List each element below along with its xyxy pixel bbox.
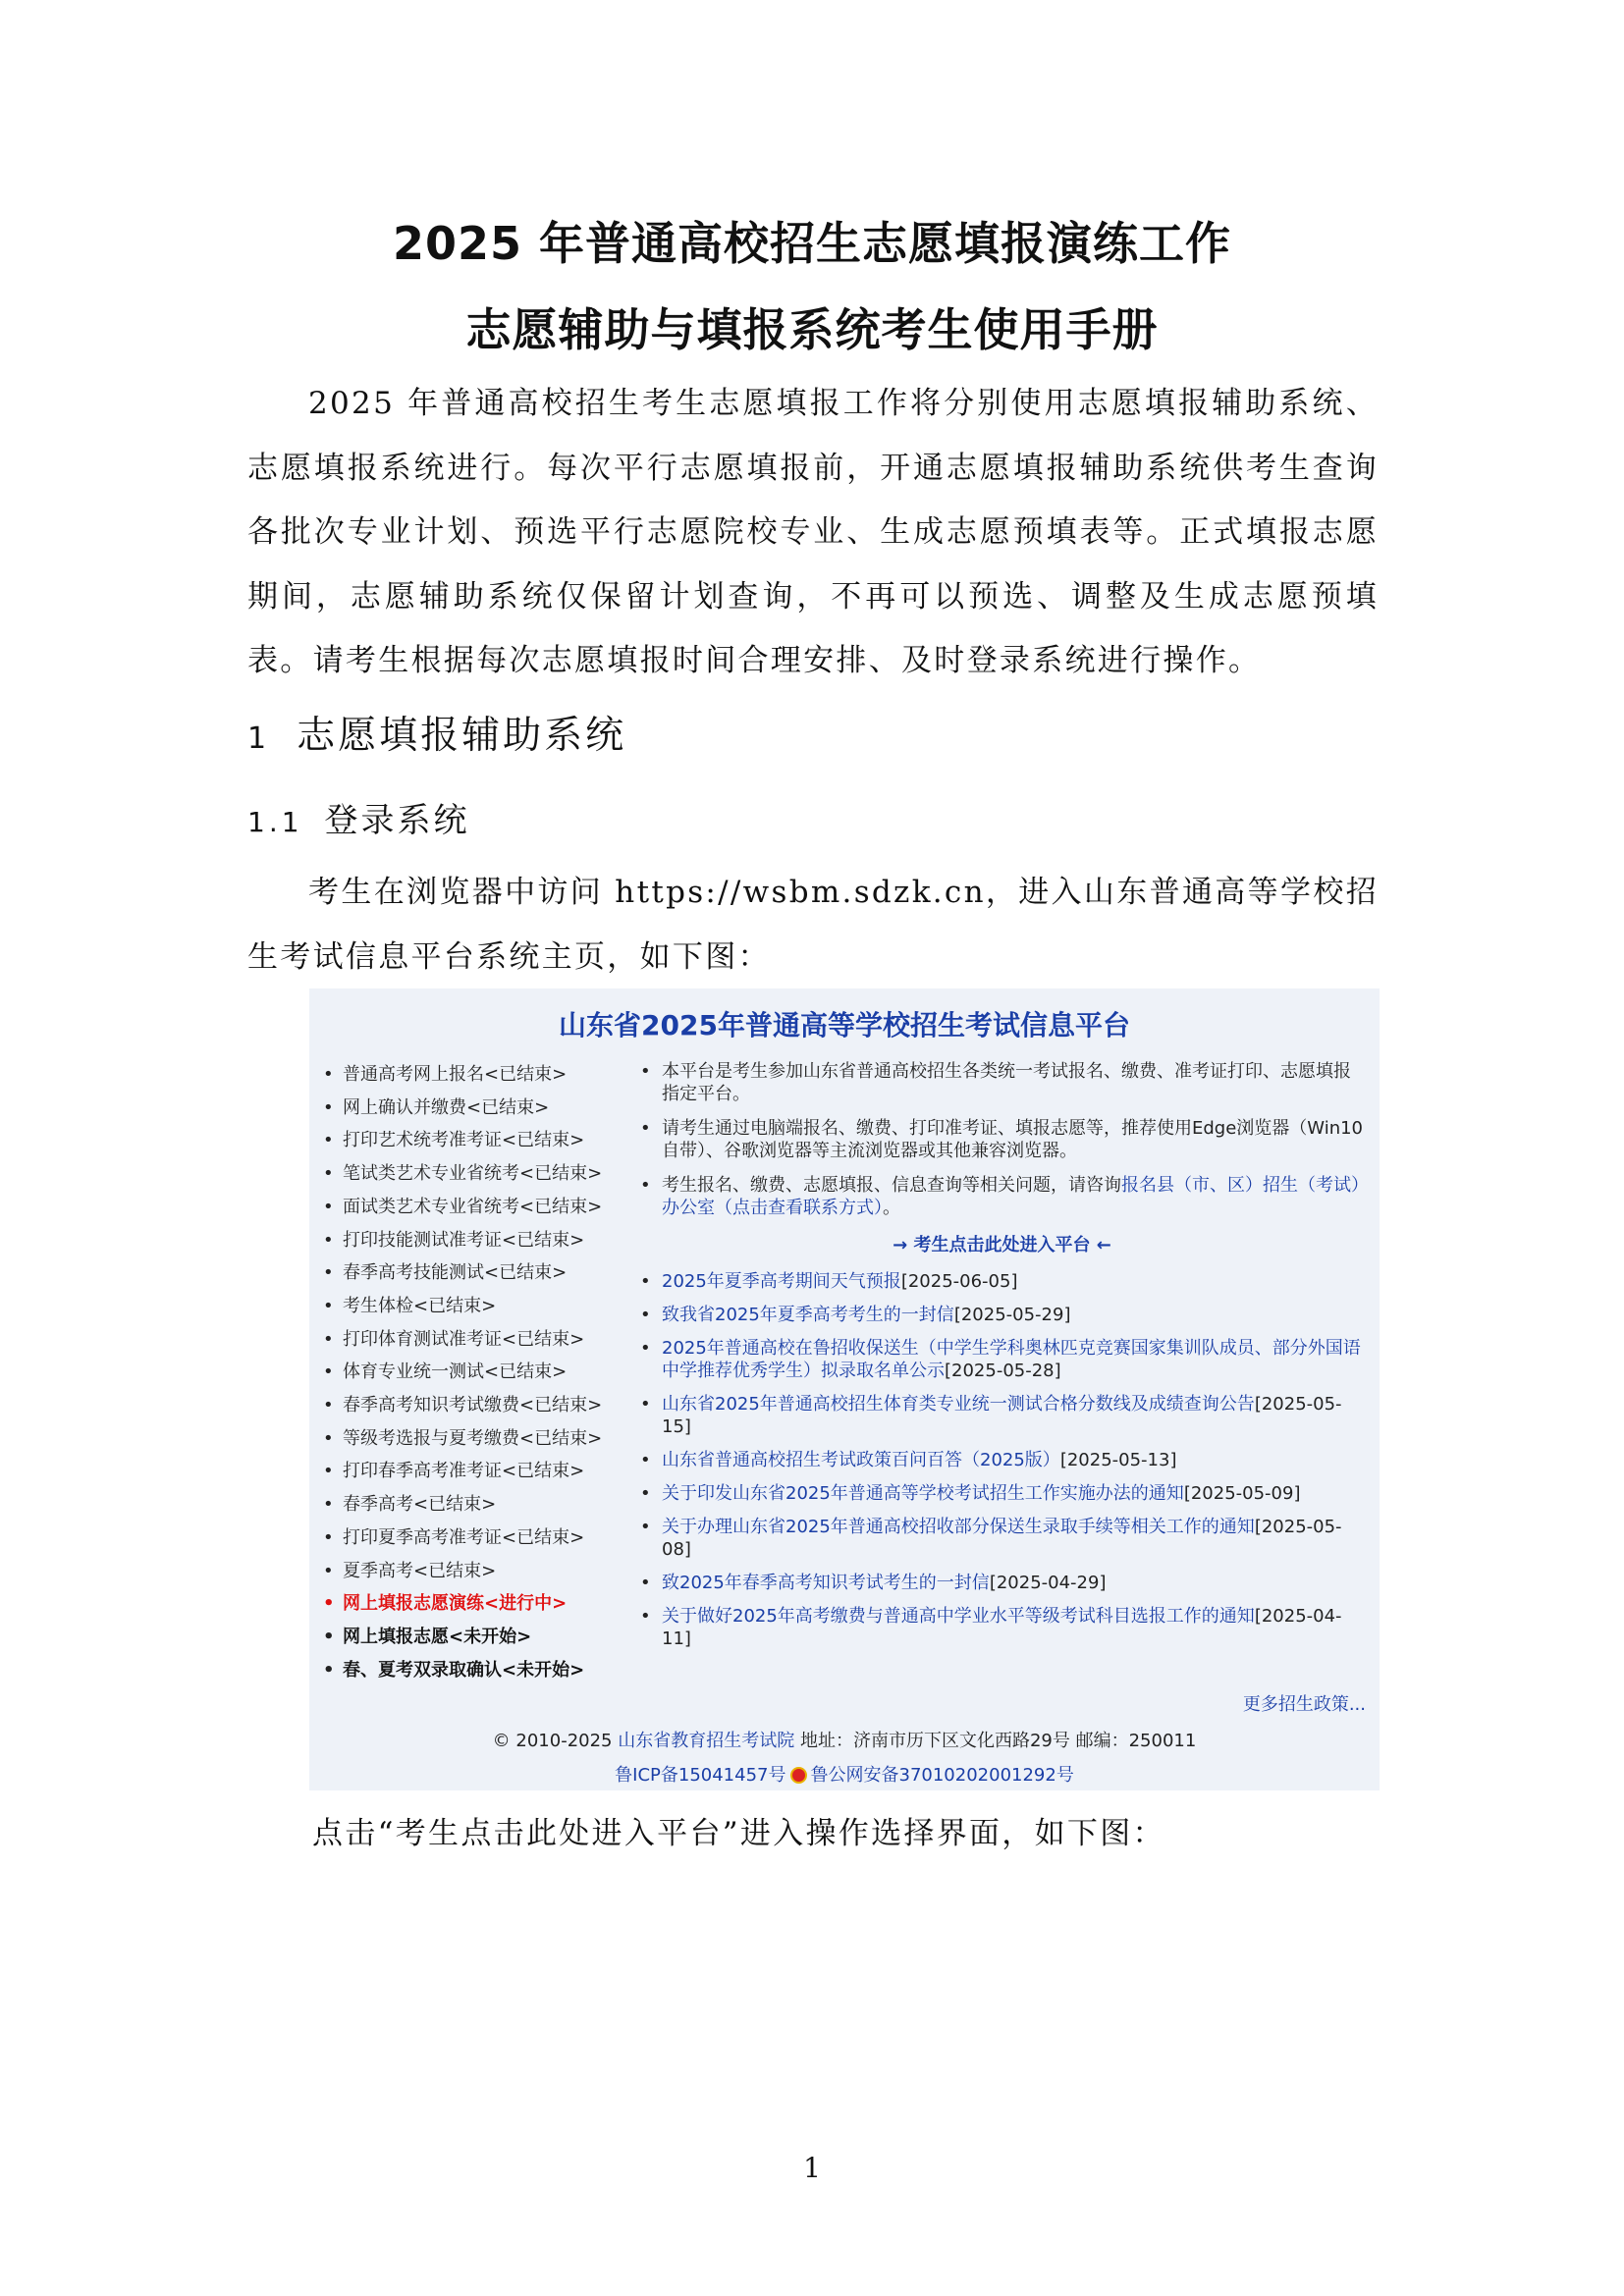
section-heading-1 (247, 705, 626, 760)
service-item[interactable]: • 春季高考<已结束> (319, 1488, 633, 1522)
document-title-line-2: 志愿辅助与填报系统考生使用手册 (465, 303, 1159, 356)
service-item[interactable]: • 打印艺术统考准考证<已结束> (319, 1124, 633, 1157)
news-date: [2025-05-13] (1059, 1450, 1177, 1470)
enter-platform-link[interactable]: → 考生点击此处进入平台 ← (893, 1235, 1111, 1255)
notice-item (636, 1174, 1368, 1219)
news-item[interactable] (636, 1449, 1368, 1471)
news-date: [2025-05-15] (662, 1394, 1342, 1437)
notice-item: • 请考生通过电脑端报名、缴费、打印准考证、填报志愿等，推荐使用Edge浏览器（Win10自带）、谷歌浏览器等主流浏览器或其他兼容浏览器。 (636, 1117, 1368, 1162)
news-item[interactable] (636, 1605, 1368, 1650)
more-policies-link[interactable]: 更多招生政策... (1242, 1694, 1366, 1715)
service-item[interactable]: • 打印春季高考准考证<已结束> (319, 1455, 633, 1488)
news-title[interactable]: 关于做好2025年高考缴费与普通高中学业水平等级考试科目选报工作的通知 (662, 1606, 1255, 1627)
news-title[interactable]: 山东省普通高校招生考试政策百问百答（2025版） (662, 1450, 1060, 1470)
news-title[interactable]: 致2025年春季高考知识考试考生的一封信 (662, 1573, 990, 1593)
service-item[interactable]: • 春季高考技能测试<已结束> (319, 1256, 633, 1290)
section-number: 1.1 (247, 806, 303, 838)
service-item[interactable]: • 考生体检<已结束> (319, 1290, 633, 1323)
notice-text: 考生报名、缴费、志愿填报、信息查询等相关问题，请咨询 (662, 1175, 1121, 1196)
service-item[interactable]: • 春季高考知识考试缴费<已结束> (319, 1389, 633, 1422)
service-item[interactable]: • 打印体育测试准考证<已结束> (319, 1323, 633, 1357)
service-item[interactable]: • 春、夏考双录取确认<未开始> (319, 1654, 633, 1687)
news-title[interactable]: 2025年普通高校在鲁招收保送生（中学生学科奥林匹克竞赛国家集训队成员、部分外国语中学推荐优秀学生）拟录取名单公示 (662, 1338, 1361, 1381)
section-heading-1-1 (247, 793, 470, 841)
access-paragraph: 考生在浏览器中访问 https://wsbm.sdzk.cn，进入山东普通高等学校招生考试信息平台系统主页，如下图： (247, 875, 1379, 975)
service-item[interactable]: • 体育专业统一测试<已结束> (319, 1356, 633, 1389)
contact-office-link[interactable]: 报名县（市、区）招生（考试）办公室（点击查看联系方式） (662, 1175, 1360, 1218)
portal-footer (309, 1727, 1380, 1752)
news-title[interactable]: 关于印发山东省2025年普通高等学校考试招生工作实施办法的通知 (662, 1483, 1184, 1504)
portal-record-line (309, 1761, 1380, 1787)
police-record-link[interactable]: 鲁公网安备37010202001292号 (810, 1765, 1074, 1786)
service-item[interactable]: • 打印技能测试准考证<已结束> (319, 1224, 633, 1257)
service-item[interactable]: • 等级考选报与夏考缴费<已结束> (319, 1422, 633, 1456)
service-item[interactable]: • 网上确认并缴费<已结束> (319, 1092, 633, 1125)
portal-screenshot (309, 988, 1380, 1790)
copyright: © 2010-2025 (492, 1731, 613, 1751)
news-date: [2025-04-11] (662, 1606, 1342, 1649)
news-item[interactable] (636, 1482, 1368, 1505)
service-item[interactable]: • 笔试类艺术专业省统考<已结束> (319, 1157, 633, 1191)
news-item[interactable] (636, 1304, 1368, 1326)
news-title[interactable]: 2025年夏季高考期间天气预报 (662, 1271, 901, 1292)
news-item[interactable] (636, 1270, 1368, 1293)
address: 地址：济南市历下区文化西路29号 邮编：250011 (799, 1731, 1197, 1751)
news-date: [2025-05-09] (1183, 1483, 1301, 1504)
service-item[interactable]: • 打印夏季高考准考证<已结束> (319, 1522, 633, 1555)
document-title-line-1: 2025 年普通高校招生志愿填报演练工作 (392, 217, 1232, 270)
news-date: [2025-05-08] (662, 1517, 1342, 1560)
section-title: 登录系统 (324, 801, 470, 840)
portal-service-list (319, 1058, 633, 1686)
news-item[interactable] (636, 1337, 1368, 1382)
section-number: 1 (247, 721, 270, 756)
news-item[interactable] (636, 1516, 1368, 1561)
news-title[interactable]: 致我省2025年夏季高考考生的一封信 (662, 1305, 954, 1325)
section-title: 志愿填报辅助系统 (297, 714, 627, 758)
portal-title: 山东省2025年普通高等学校招生考试信息平台 (559, 1009, 1130, 1041)
notice-end: 。 (883, 1198, 900, 1218)
news-title[interactable]: 关于办理山东省2025年普通高校招收部分保送生录取手续等相关工作的通知 (662, 1517, 1255, 1537)
service-item[interactable]: • 普通高考网上报名<已结束> (319, 1058, 633, 1092)
intro-paragraph: 2025 年普通高校招生考生志愿填报工作将分别使用志愿填报辅助系统、志愿填报系统进行。每次平行志愿填报前，开通志愿填报辅助系统供考生查询各批次专业计划、预选平行志愿院校专业、生成志愿预填表等。正式填报志愿期间，志愿辅助系统仅保留计划查询，不再可以预选、调整及生成志愿预填表。请考生根据每次志愿填报时间合理安排、及时登录系统进行操作。 (247, 386, 1379, 678)
service-item[interactable]: • 面试类艺术专业省统考<已结束> (319, 1191, 633, 1224)
news-date: [2025-05-29] (953, 1305, 1071, 1325)
news-date: [2025-06-05] (900, 1271, 1018, 1292)
click-instruction-paragraph: 点击“考生点击此处进入平台”进入操作选择界面，如下图： (312, 1816, 1165, 1851)
icp-link[interactable]: 鲁ICP备15041457号 (615, 1765, 786, 1786)
news-date: [2025-04-29] (989, 1573, 1107, 1593)
news-item[interactable] (636, 1572, 1368, 1594)
portal-main-column (636, 1060, 1368, 1661)
institution-link[interactable]: 山东省教育招生考试院 (618, 1731, 795, 1751)
service-item[interactable]: • 夏季高考<已结束> (319, 1555, 633, 1588)
service-item[interactable]: • 网上填报志愿演练<进行中> (319, 1587, 633, 1621)
notice-item: • 本平台是考生参加山东省普通高校招生各类统一考试报名、缴费、准考证打印、志愿填报指定平台。 (636, 1060, 1368, 1105)
service-item[interactable]: • 网上填报志愿<未开始> (319, 1621, 633, 1654)
news-item[interactable] (636, 1393, 1368, 1438)
news-date: [2025-05-28] (945, 1361, 1061, 1381)
news-list (636, 1270, 1368, 1650)
page-number: 1 (803, 2152, 821, 2184)
police-badge-icon (790, 1767, 807, 1784)
news-title[interactable]: 山东省2025年普通高校招生体育类专业统一测试合格分数线及成绩查询公告 (662, 1394, 1255, 1415)
